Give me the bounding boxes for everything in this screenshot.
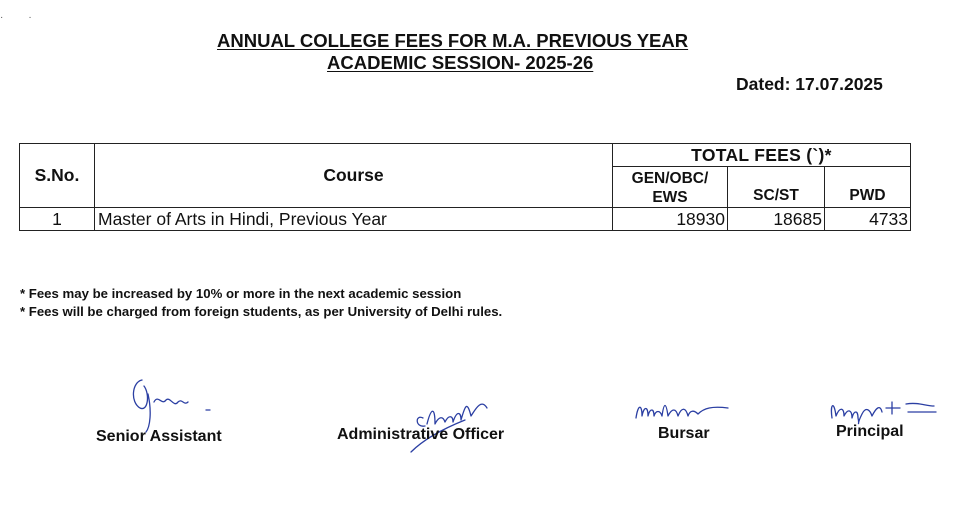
- cell-gen-fee: 18930: [612, 208, 727, 231]
- col-header-pwd: PWD: [824, 167, 910, 208]
- cell-scst-fee: 18685: [727, 208, 824, 231]
- signature-senior-assistant: [120, 372, 220, 432]
- table-row: [20, 208, 911, 231]
- col-header-gen-line1: GEN/OBC/: [631, 170, 709, 187]
- signatory-administrative-officer: Administrative Officer: [337, 426, 505, 443]
- signature-bursar: [632, 398, 742, 428]
- scan-speck: · ·: [0, 12, 32, 23]
- signatory-senior-assistant: Senior Assistant: [96, 428, 222, 445]
- signatory-principal: Principal: [836, 423, 904, 440]
- cell-pwd-fee: 4733: [824, 208, 910, 231]
- col-header-sc-st: SC/ST: [727, 167, 824, 208]
- col-header-course: Course: [95, 144, 613, 208]
- note-fee-increase: * Fees may be increased by 10% or more in the next academic session: [20, 286, 462, 301]
- col-header-total-fees: TOTAL FEES (`)*: [612, 144, 910, 167]
- signature-principal: [826, 396, 946, 426]
- cell-course: Master of Arts in Hindi, Previous Year: [95, 208, 613, 231]
- signatory-bursar: Bursar: [658, 425, 710, 442]
- table-header-row: [20, 144, 911, 167]
- fees-table: [19, 143, 911, 231]
- session-title: ACADEMIC SESSION- 2025-26: [327, 52, 594, 73]
- col-header-sno: S.No.: [20, 144, 95, 208]
- note-foreign-students: * Fees will be charged from foreign students, as per University of Delhi rules.: [20, 304, 503, 319]
- dated-label: Dated: 17.07.2025: [736, 74, 883, 94]
- col-header-gen-line2: EWS: [652, 189, 688, 206]
- signature-administrative-officer: [405, 388, 505, 458]
- document-title: ANNUAL COLLEGE FEES FOR M.A. PREVIOUS YEAR: [217, 30, 689, 51]
- cell-sno: 1: [20, 208, 95, 231]
- col-header-gen-obc-ews: [612, 167, 727, 208]
